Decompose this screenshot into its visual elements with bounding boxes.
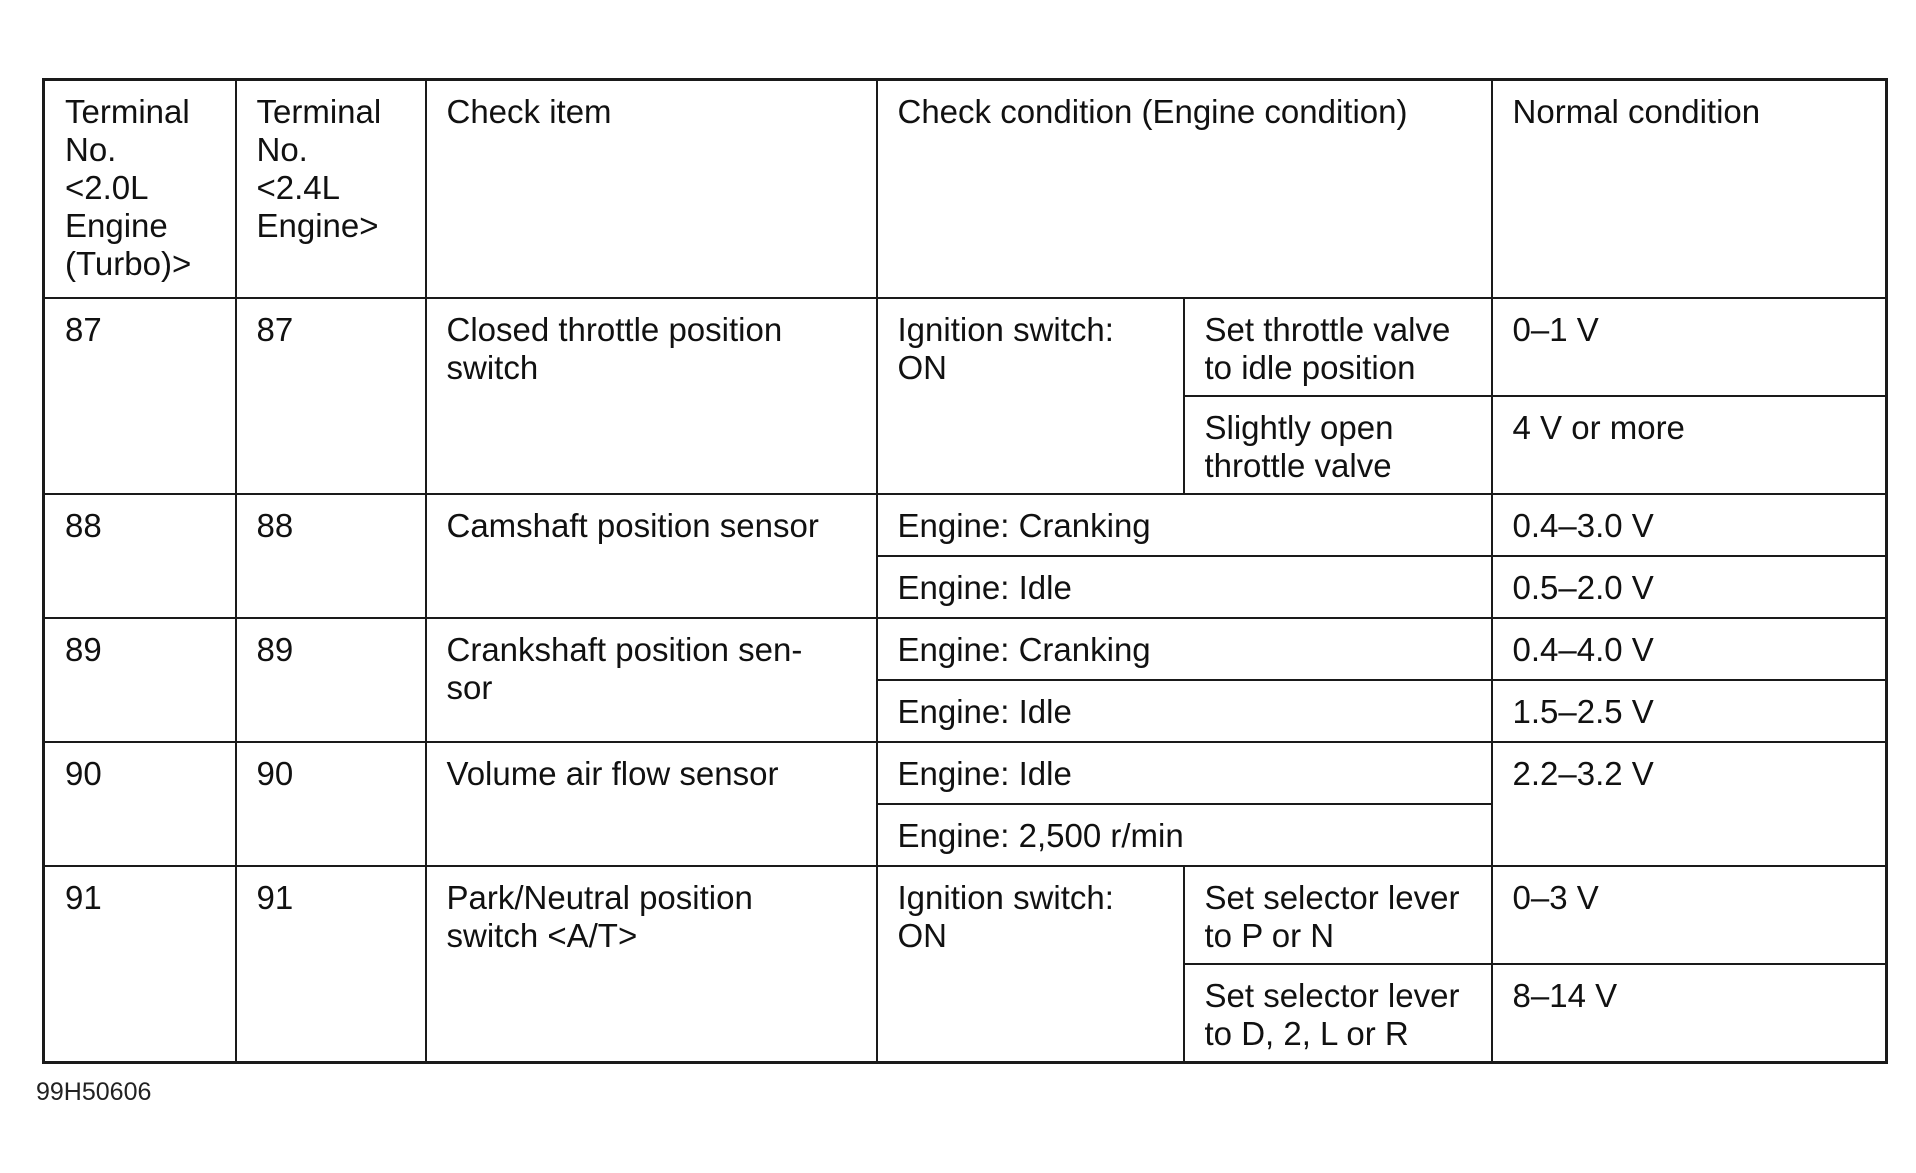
- condition-detail-cell: Set selector lever to P or N: [1184, 866, 1492, 964]
- normal-condition-cell: 0–1 V: [1492, 298, 1887, 396]
- terminal-2-0l-cell: 88: [44, 494, 236, 618]
- table-row: [44, 866, 1887, 964]
- check-condition-cell: Engine: 2,500 r/min: [877, 804, 1492, 866]
- normal-condition-cell: 8–14 V: [1492, 964, 1887, 1063]
- normal-condition-cell: 4 V or more: [1492, 396, 1887, 494]
- terminal-2-0l-cell: 89: [44, 618, 236, 742]
- normal-condition-cell: 0.5–2.0 V: [1492, 556, 1887, 618]
- header-terminal-2-0l: Terminal No. <2.0L Engine (Turbo)>: [44, 80, 236, 299]
- terminal-2-0l-cell: 90: [44, 742, 236, 866]
- terminal-2-4l-cell: 89: [236, 618, 426, 742]
- condition-detail-cell: Set selector lever to D, 2, L or R: [1184, 964, 1492, 1063]
- table-row: [44, 742, 1887, 804]
- table-row: [44, 494, 1887, 556]
- check-condition-cell: Engine: Idle: [877, 680, 1492, 742]
- normal-condition-cell: 2.2–3.2 V: [1492, 742, 1887, 866]
- terminal-2-4l-cell: 88: [236, 494, 426, 618]
- terminal-2-4l-cell: 87: [236, 298, 426, 494]
- normal-condition-cell: 0.4–3.0 V: [1492, 494, 1887, 556]
- table-header-row: [44, 80, 1887, 299]
- check-item-cell: Closed throttle position switch: [426, 298, 877, 494]
- check-condition-cell: Engine: Idle: [877, 556, 1492, 618]
- table-row: [44, 298, 1887, 396]
- check-item-cell: Crankshaft position sen- sor: [426, 618, 877, 742]
- terminal-2-0l-cell: 87: [44, 298, 236, 494]
- check-item-cell: Park/Neutral position switch <A/T>: [426, 866, 877, 1063]
- check-condition-cell: Ignition switch: ON: [877, 866, 1184, 1063]
- condition-detail-cell: Slightly open throttle valve: [1184, 396, 1492, 494]
- check-condition-cell: Engine: Idle: [877, 742, 1492, 804]
- condition-detail-cell: Set throttle valve to idle position: [1184, 298, 1492, 396]
- check-item-cell: Volume air flow sensor: [426, 742, 877, 866]
- terminal-2-0l-cell: 91: [44, 866, 236, 1063]
- header-check-condition: Check condition (Engine condition): [877, 80, 1492, 299]
- header-terminal-2-4l: Terminal No. <2.4L Engine>: [236, 80, 426, 299]
- terminal-2-4l-cell: 91: [236, 866, 426, 1063]
- figure-code: 99H50606: [36, 1078, 152, 1106]
- check-condition-cell: Engine: Cranking: [877, 618, 1492, 680]
- normal-condition-cell: 0.4–4.0 V: [1492, 618, 1887, 680]
- check-condition-cell: Ignition switch: ON: [877, 298, 1184, 494]
- terminal-2-4l-cell: 90: [236, 742, 426, 866]
- header-normal-condition: Normal condition: [1492, 80, 1887, 299]
- normal-condition-cell: 1.5–2.5 V: [1492, 680, 1887, 742]
- check-condition-cell: Engine: Cranking: [877, 494, 1492, 556]
- check-item-cell: Camshaft position sensor: [426, 494, 877, 618]
- header-check-item: Check item: [426, 80, 877, 299]
- normal-condition-cell: 0–3 V: [1492, 866, 1887, 964]
- terminal-check-table: [42, 78, 1888, 1064]
- table-row: [44, 618, 1887, 680]
